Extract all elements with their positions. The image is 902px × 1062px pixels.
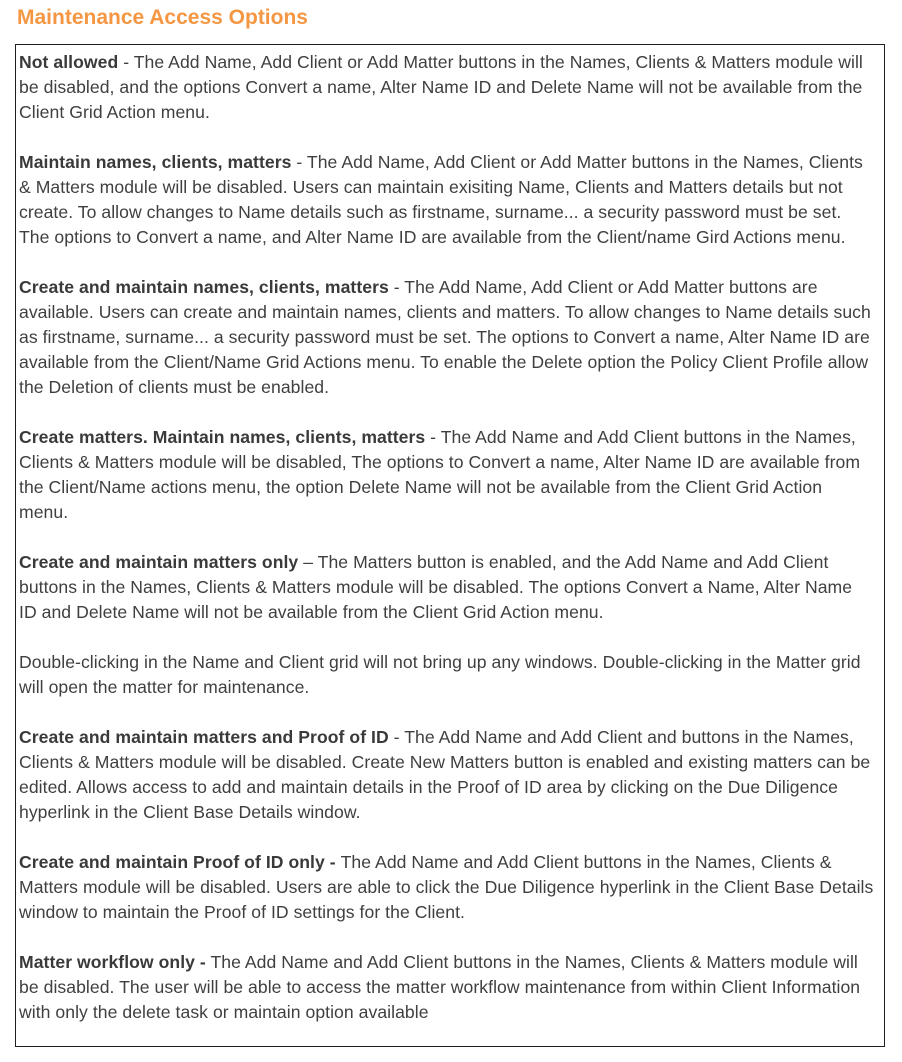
option-term: Maintain names, clients, matters bbox=[19, 152, 292, 172]
option-description: - The Add Name, Add Client or Add Matter buttons are available. Users can create and maintain names, clients and matters. To allow changes to Name details such as firstname, surname... a security password must be set. The options to Convert a name, Alter Name ID are available from the Client/Name Grid Actions menu. To enable the Delete option the Policy Client Profile allow the Deletion of clients must be enabled. bbox=[19, 277, 871, 397]
option-description: The Add Name and Add Client buttons in the Names, Clients & Matters module will be disabled. Users are able to click the Due Diligence hyperlink in the Client Base Details window to maintain the Proof of ID settings for the Client. bbox=[19, 852, 874, 922]
note-double-clicking bbox=[19, 650, 874, 700]
option-description: - The Add Name, Add Client or Add Matter buttons in the Names, Clients & Matters module will be disabled, and the options Convert a name, Alter Name ID and Delete Name will not be available from the Client Grid Action menu. bbox=[19, 52, 863, 122]
option-create-and-maintain-matters-only bbox=[19, 550, 874, 625]
option-term: Create matters. Maintain names, clients, matters bbox=[19, 427, 426, 447]
option-term: Create and maintain matters and Proof of ID bbox=[19, 727, 389, 747]
option-term: Not allowed bbox=[19, 52, 119, 72]
option-description: The Add Name and Add Client buttons in the Names, Clients & Matters module will be disabled. The user will be able to access the matter workflow maintenance from within Client Information with only the delete task or maintain option available bbox=[19, 952, 861, 1022]
option-description: – The Matters button is enabled, and the Add Name and Add Client buttons in the Names, Clients & Matters module will be disabled. The options Convert a Name, Alter Name ID and Delete Name will not be available from the Client Grid Action menu. bbox=[19, 552, 853, 622]
option-description: - The Add Name and Add Client and buttons in the Names, Clients & Matters module will be disabled. Create New Matters button is enabled and existing matters can be edited. Allows access to add and maintain details in the Proof of ID area by clicking on the Due Diligence hyperlink in the Client Base Details window. bbox=[19, 727, 871, 822]
option-create-and-maintain-matters-proof-of-id bbox=[19, 725, 874, 825]
section-heading: Maintenance Access Options bbox=[17, 6, 308, 29]
option-create-and-maintain-proof-of-id-only bbox=[19, 850, 874, 925]
option-description: Double-clicking in the Name and Client grid will not bring up any windows. Double-clicking in the Matter grid will open the matter for maintenance. bbox=[19, 652, 861, 697]
option-matter-workflow-only bbox=[19, 950, 874, 1025]
option-term: Matter workflow only - bbox=[19, 952, 206, 972]
option-create-and-maintain-names-clients-matters bbox=[19, 275, 874, 400]
access-options-box bbox=[15, 44, 885, 1047]
option-create-matters-maintain-names bbox=[19, 425, 874, 525]
option-term: Create and maintain Proof of ID only - bbox=[19, 852, 341, 872]
option-description: - The Add Name, Add Client or Add Matter buttons in the Names, Clients & Matters module will be disabled. Users can maintain exisiting Name, Clients and Matters details but not create. To allow changes to Name details such as firstname, surname... a security password must be set. The options to Convert a name, and Alter Name ID are available from the Client/name Gird Actions menu. bbox=[19, 152, 863, 247]
option-not-allowed bbox=[19, 50, 874, 125]
option-description: - The Add Name and Add Client buttons in the Names, Clients & Matters module will be disabled, The options to Convert a name, Alter Name ID are available from the Client/Name actions menu, the option Delete Name will not be available from the Client Grid Action menu. bbox=[19, 427, 861, 522]
option-term: Create and maintain matters only bbox=[19, 552, 299, 572]
option-term: Create and maintain names, clients, matters bbox=[19, 277, 389, 297]
option-maintain-names-clients-matters bbox=[19, 150, 874, 250]
